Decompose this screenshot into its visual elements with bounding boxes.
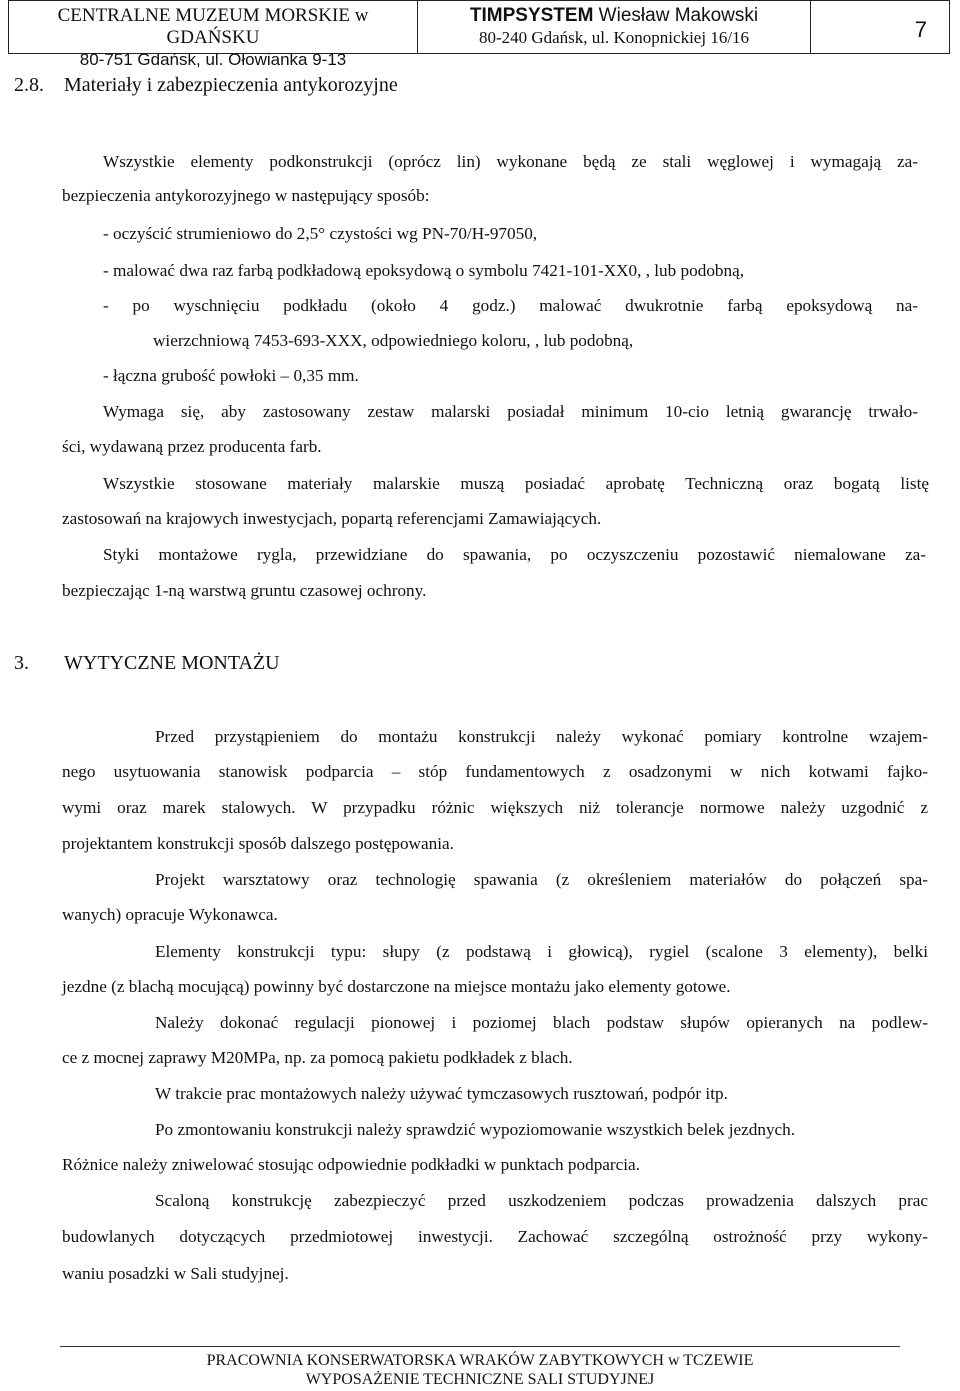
list-item: - po wyschnięciu podkładu (około 4 godz.) malować dwukrotnie farbą epoksydową na-: [103, 296, 918, 315]
section-heading-3: [14, 652, 280, 675]
paragraph-line: waniu posadzki w Sali studyjnej.: [62, 1264, 289, 1283]
paragraph-line: Wymaga się, aby zastosowany zestaw malarski posiadał minimum 10-cio letnią gwarancję trwało-: [103, 402, 918, 421]
paragraph-line: Przed przystąpieniem do montażu konstrukcji należy wykonać pomiary kontrolne wzajem-: [155, 727, 928, 746]
client-name: CENTRALNE MUZEUM MORSKIE w GDAŃSKU: [57, 5, 369, 48]
paragraph-line: jezdne (z blachą mocującą) powinny być dostarczone na miejsce montażu jako elementy gotowe.: [62, 977, 731, 996]
paragraph-line: zastosowań na krajowych inwestycjach, popartą referencjami Zamawiających.: [62, 509, 602, 528]
list-item: - malować dwa raz farbą podkładową epoksydową o symbolu 7421-101-XX0, , lub podobną,: [103, 261, 745, 280]
paragraph-line: Po zmontowaniu konstrukcji należy sprawdzić wypoziomowanie wszystkich belek jezdnych.: [155, 1120, 796, 1139]
header-table: [8, 0, 950, 69]
client-address: 80-751 Gdańsk, ul. Ołowianka 9-13: [79, 50, 347, 69]
paragraph-line: nego usytuowania stanowisk podparcia – stóp fundamentowych z osadzonymi w nich kotwami fajko-: [62, 762, 928, 781]
paragraph-line: Elementy konstrukcji typu: słupy (z podstawą i głowicą), rygiel (scalone 3 elementy), belki: [155, 942, 928, 961]
paragraph-line: Należy dokonać regulacji pionowej i poziomej blach podstaw słupów opieranych na podlew-: [155, 1013, 928, 1032]
paragraph-line: Wszystkie stosowane materiały malarskie muszą posiadać aprobatę Techniczną oraz bogatą listę: [103, 474, 929, 493]
footer-line-2: WYPOSAŻENIE TECHNICZNE SALI STUDYJNEJ: [305, 1371, 655, 1388]
contractor-company: TIMPSYSTEM: [469, 5, 594, 26]
paragraph-line: Scaloną konstrukcję zabezpieczyć przed uszkodzeniem podczas prowadzenia dalszych prac: [155, 1191, 928, 1210]
paragraph-line: Różnice należy zniwelować stosując odpowiednie podkładki w punktach podparcia.: [62, 1155, 640, 1174]
section-number: 2.8.: [14, 74, 44, 96]
header-client: [9, 1, 418, 69]
paragraph-line: wymi oraz marek stalowych. W przypadku różnic większych niż tolerancje normowe należy uzgodnić z: [62, 798, 928, 817]
list-item-continuation: wierzchniową 7453-693-XXX, odpowiedniego koloru, , lub podobną,: [153, 331, 634, 350]
contractor-address: 80-240 Gdańsk, ul. Konopnickiej 16/16: [478, 28, 750, 47]
paragraph-line: ce z mocnej zaprawy M20MPa, np. za pomocą pakietu podkładek z blach.: [62, 1048, 573, 1067]
contractor-name: [418, 5, 810, 27]
list-item: - oczyścić strumieniowo do 2,5° czystości wg PN-70/H-97050,: [103, 224, 538, 243]
paragraph-line: projektantem konstrukcji sposób dalszego postępowania.: [62, 834, 454, 853]
paragraph-line: Wszystkie elementy podkonstrukcji (oprócz lin) wykonane będą ze stali węglowej i wymagają za-: [103, 152, 918, 171]
section-title: WYTYCZNE MONTAŻU: [64, 652, 280, 674]
paragraph-line: wanych) opracuje Wykonawca.: [62, 905, 278, 924]
paragraph-line: Styki montażowe rygla, przewidziane do spawania, po oczyszczeniu pozostawić niemalowane za-: [103, 545, 926, 564]
page-number: 7: [914, 17, 927, 42]
page-header: [0, 0, 960, 69]
contractor-owner: Wiesław Makowski: [593, 5, 759, 26]
paragraph-line: W trakcie prac montażowych należy używać tymczasowych rusztowań, podpór itp.: [155, 1084, 728, 1103]
header-page-cell: [811, 1, 949, 53]
section-title: Materiały i zabezpieczenia antykorozyjne: [64, 74, 398, 96]
header-contractor: [418, 1, 811, 53]
paragraph-line: budowlanych dotyczących przedmiotowej inwestycji. Zachować szczególną ostrożność przy wykony-: [62, 1227, 928, 1246]
paragraph-line: bezpieczenia antykorozyjnego w następujący sposób:: [62, 186, 430, 205]
paragraph-line: ści, wydawaną przez producenta farb.: [62, 437, 322, 456]
section-number: 3.: [14, 652, 29, 674]
section-heading-2-8: [14, 74, 398, 97]
footer-line-1: PRACOWNIA KONSERWATORSKA WRAKÓW ZABYTKOWYCH w TCZEWIE: [206, 1352, 754, 1369]
paragraph-line: Projekt warsztatowy oraz technologię spawania (z określeniem materiałów do połączeń spa-: [155, 870, 928, 889]
paragraph-line: bezpieczając 1-ną warstwą gruntu czasowej ochrony.: [62, 581, 427, 600]
list-item: - łączna grubość powłoki – 0,35 mm.: [103, 366, 359, 385]
footer-divider: [60, 1346, 900, 1347]
